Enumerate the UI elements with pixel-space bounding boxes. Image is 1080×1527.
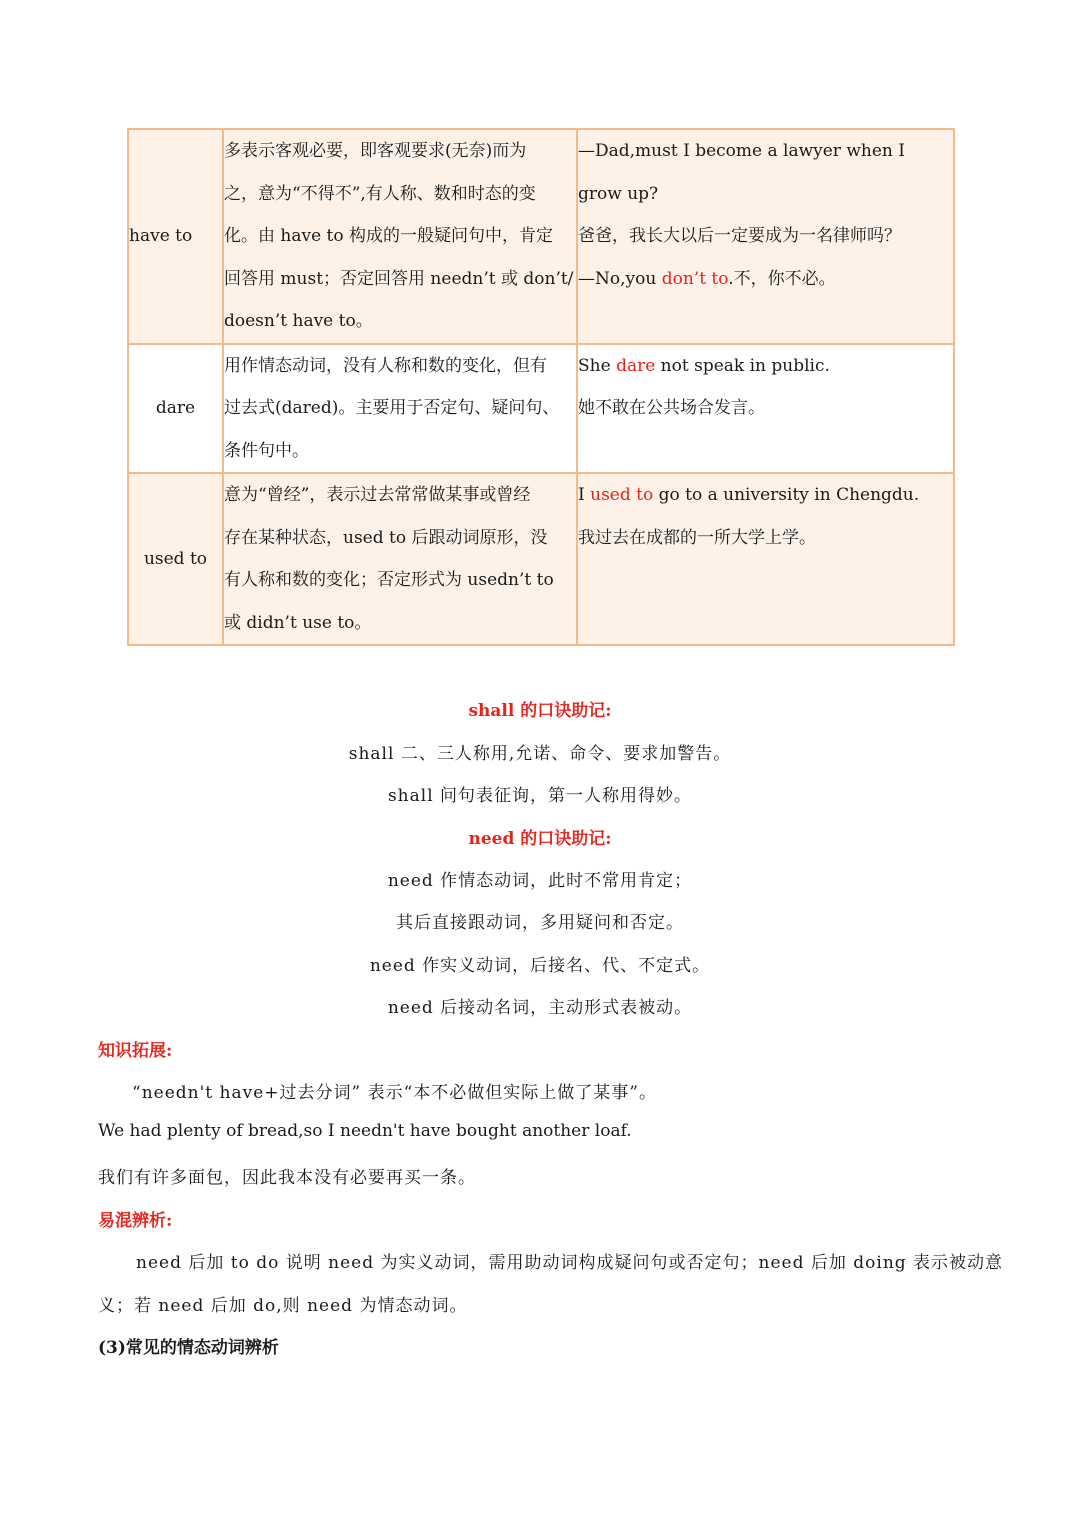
usage-line: doesn’t have to。 xyxy=(224,311,373,331)
example-text: I xyxy=(578,485,591,505)
usage-cell xyxy=(223,473,577,645)
highlight-text: used to xyxy=(590,485,654,505)
need-mnemonic-title: need 的口诀助记: xyxy=(468,829,612,849)
usage-line: 回答用 must；否定回答用 needn’t 或 don’t/ xyxy=(224,268,574,289)
table-row xyxy=(128,344,954,474)
extension-paragraph: “needn't have+过去分词” 表示“本不必做但实际上做了某事”。 xyxy=(132,1083,657,1103)
example-text: She xyxy=(578,355,617,376)
example-cell xyxy=(577,129,954,344)
term-cell xyxy=(128,473,223,645)
example-translation: 她不敢在公共场合发言。 xyxy=(578,398,765,418)
mnemonic-line: shall 问句表征询，第一人称用得妙。 xyxy=(387,786,693,806)
example-line xyxy=(578,258,953,301)
term-cell xyxy=(128,129,223,344)
example-text: .不，你不必。 xyxy=(728,268,836,289)
term-dare: dare xyxy=(155,398,196,418)
example-line xyxy=(578,474,953,517)
highlight-text: don’t to xyxy=(661,268,729,289)
example-translation: 爸爸，我长大以后一定要成为一名律师吗？ xyxy=(578,226,901,246)
example-cell xyxy=(577,473,954,645)
usage-line: 有人称和数的变化；否定形式为 usedn’t to xyxy=(224,570,554,590)
table-row xyxy=(128,129,954,344)
confusion-line: 义；若 need 后加 do,则 need 为情态动词。 xyxy=(98,1296,468,1316)
mnemonic-line: need 后接动名词，主动形式表被动。 xyxy=(387,998,693,1018)
example-cell xyxy=(577,344,954,474)
example-line: —Dad,must I become a lawyer when I grow up? xyxy=(578,141,905,204)
section-heading: (3)常见的情态动词辨析 xyxy=(98,1338,279,1358)
usage-line: 用作情态动词，没有人称和数的变化，但有 xyxy=(224,355,547,376)
table-row xyxy=(128,473,954,645)
confusion-title: 易混辨析: xyxy=(98,1211,173,1231)
usage-line: 之，意为“不得不”,有人称、数和时态的变 xyxy=(224,183,536,204)
example-translation: 我过去在成都的一所大学上学。 xyxy=(578,527,816,548)
term-have-to: have to xyxy=(129,226,193,246)
usage-cell xyxy=(223,129,577,344)
mnemonic-line: need 作实义动词，后接名、代、不定式。 xyxy=(369,956,711,976)
highlight-text: dare xyxy=(616,355,656,376)
usage-line: 条件句中。 xyxy=(224,440,309,461)
modal-verb-table xyxy=(127,128,955,646)
extension-title: 知识拓展: xyxy=(98,1041,173,1061)
usage-line: 化。由 have to 构成的一般疑问句中，肯定 xyxy=(224,226,554,246)
example-translation: 我们有许多面包，因此我本没有必要再买一条。 xyxy=(98,1168,476,1188)
usage-line: 多表示客观必要，即客观要求(无奈)而为 xyxy=(224,141,527,161)
usage-line: 或 didn’t use to。 xyxy=(224,612,372,633)
term-used-to: used to xyxy=(143,548,208,569)
mnemonic-line: 其后直接跟动词，多用疑问和否定。 xyxy=(396,913,684,933)
example-text: —No,you xyxy=(578,268,662,289)
usage-line: 存在某种状态，used to 后跟动词原形，没 xyxy=(224,527,548,548)
mnemonic-line: shall 二、三人称用,允诺、命令、要求加警告。 xyxy=(348,744,732,764)
example-sentence: We had plenty of bread,so I needn't have bought another loaf. xyxy=(98,1121,632,1141)
usage-line: 意为“曾经”，表示过去常常做某事或曾经 xyxy=(224,485,531,505)
example-line xyxy=(578,345,953,388)
usage-line: 过去式(dared)。主要用于否定句、疑问句、 xyxy=(224,398,560,418)
example-text: not speak in public. xyxy=(655,355,830,376)
shall-mnemonic-title: shall 的口诀助记: xyxy=(468,701,612,721)
mnemonic-line: need 作情态动词，此时不常用肯定； xyxy=(387,871,693,891)
confusion-line: need 后加 to do 说明 need 为实义动词，需用助动词构成疑问句或否定句；need 后加 doing 表示被动意 xyxy=(136,1253,1004,1273)
term-cell xyxy=(128,344,223,474)
usage-cell xyxy=(223,344,577,474)
example-text: go to a university in Chengdu. xyxy=(653,485,920,505)
